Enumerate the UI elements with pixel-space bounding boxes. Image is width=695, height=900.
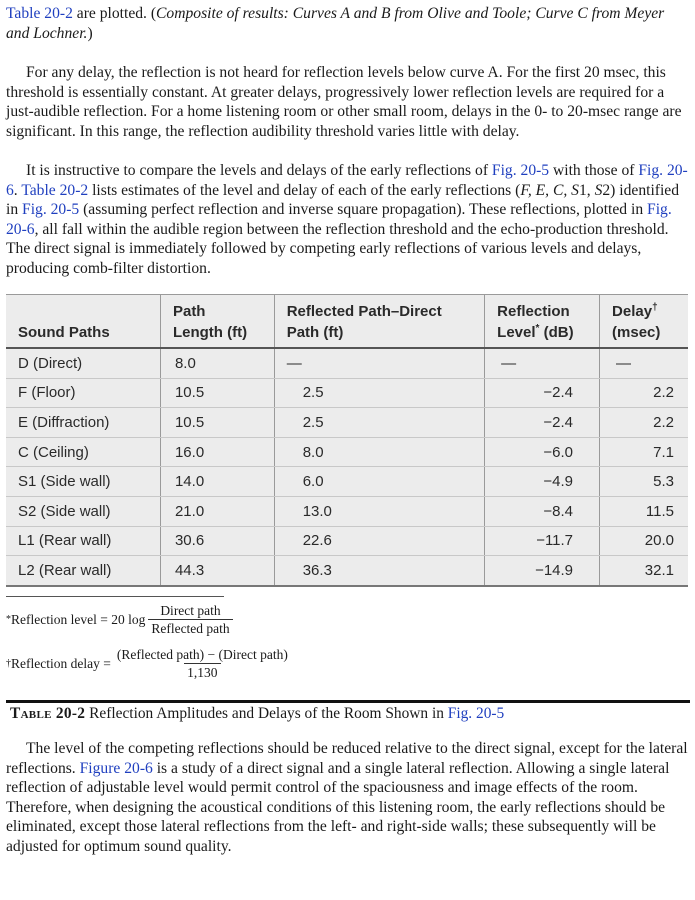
cell-path-difference: 2.5 [274,378,484,408]
cell-delay: 32.1 [600,556,688,586]
cell-reflection-level: −6.0 [485,437,600,467]
fig-20-6-link-2[interactable]: Fig. 20-6 [6,201,672,238]
header-reflection-level: Reflection Level* (dB) [485,295,600,349]
cell-delay: 11.5 [600,496,688,526]
intro-paragraph: Table 20-2 are plotted. (Composite of results: Curves A and B from Olive and Toole; Curve C from Meyer and Lochner.) [6,5,665,42]
cell-reflection-level: −4.9 [485,467,600,497]
table-row [6,437,688,467]
table-row [6,556,688,586]
cell-reflection-level: −14.9 [485,556,600,586]
header-path-length: Path Length (ft) [160,295,274,349]
cell-path-length: 21.0 [160,496,274,526]
cell-path-difference: 13.0 [274,496,484,526]
cell-path-length: 14.0 [160,467,274,497]
header-sound-paths: Sound Paths [6,295,160,349]
reflection-table [6,294,688,587]
table-20-2-link-2[interactable]: Table 20-2 [21,181,89,199]
cell-path-difference: 6.0 [274,467,484,497]
cell-path-difference: 22.6 [274,526,484,556]
cell-delay: 2.2 [600,378,688,408]
cell-reflection-level: −2.4 [485,378,600,408]
cell-sound-path: C (Ceiling) [6,437,160,467]
fig-20-5-link-2[interactable]: Fig. 20-5 [22,201,80,219]
table-row [6,378,688,408]
cell-sound-path: D (Direct) [6,348,160,378]
cell-reflection-level: — [485,348,600,378]
cell-sound-path: L2 (Rear wall) [6,556,160,586]
footnote-reflection-delay: † Reflection delay = $\frac{\text{(Reflected path) − (Direct path)}}{1,130}$ [6,646,291,681]
fig-20-5-link[interactable]: Fig. 20-5 [491,162,550,179]
cell-sound-path: S2 (Side wall) [6,496,160,526]
cell-sound-path: L1 (Rear wall) [6,526,160,556]
cell-delay: 5.3 [600,467,688,497]
fraction: $\frac{\text{(Reflected path) − (Direct path)}}{1,130}$ [116,647,288,680]
cell-delay: 20.0 [600,526,688,556]
footnote-rule [6,596,224,597]
paragraph-reflection-threshold: For any delay, the reflection is not heard for reflection levels below curve A. For the first 20 msec, this threshold is essentially constant. At greater delays, progressively lower reflection levels are required for a just-audible reflection. For a home listening room or other small room, delays in the 0- to 20-msec range are significant. In this range, the reflection audibility threshold varies little with delay. [6,64,682,140]
cell-sound-path: E (Diffraction) [6,408,160,438]
table-row [6,496,688,526]
table-header-row [6,295,688,349]
footnote-reflection-level: * Reflection level = 20 log $\frac{\text{Direct path}}{\text{Reflected path}}$ [6,602,233,637]
caption-rule [6,700,690,703]
cell-path-length: 30.6 [160,526,274,556]
cell-delay: — [600,348,688,378]
cell-path-length: 44.3 [160,556,274,586]
caption-fig-20-5-link[interactable]: Fig. 20-5 [447,705,505,722]
paragraph-early-reflections: It is instructive to compare the levels and delays of the early reflections of Fig. 20-5 with those of Fig. 20-6. Table 20-2 lists estimates of the level and delay of each of the early reflections (F, E, C, S1, S2) identified in Fig. 20-5 (assuming perfect reflection and inverse square propagation). These reflections, plotted in Fig. 20-6, all fall within the audible region between the reflection threshold and the echo-production threshold. The direct signal is immediately followed by competing early reflections of various levels and delays, producing comb-filter distortion. [6,162,688,277]
cell-path-length: 8.0 [160,348,274,378]
cell-sound-path: S1 (Side wall) [6,467,160,497]
cell-path-difference: 8.0 [274,437,484,467]
table-row [6,526,688,556]
paragraph-competing-reflections: The level of the competing reflections should be reduced relative to the direct signal, except for the lateral reflections. Figure 20-6 is a study of a direct signal and a single lateral reflection. Allowing a single lateral reflection of adjustable level would permit control of the spaciousness and image effects of the room. Therefore, when designing the acoustical conditions of this listening room, the early reflections should be eliminated, except those lateral reflections from the left- and right-side walls; these subsequently will be adjusted for optimum sound quality. [6,740,688,855]
cell-delay: 7.1 [600,437,688,467]
fig-20-6-link[interactable]: Fig. 20-6 [6,162,688,199]
cell-path-length: 10.5 [160,378,274,408]
cell-reflection-level: −2.4 [485,408,600,438]
cell-path-difference: 36.3 [274,556,484,586]
cell-sound-path: F (Floor) [6,378,160,408]
header-path-difference: Reflected Path–Direct Path (ft) [274,295,484,349]
cell-path-difference: — [274,348,484,378]
cell-reflection-level: −11.7 [485,526,600,556]
figure-20-6-link[interactable]: Figure 20-6 [79,759,153,777]
table-20-2-link[interactable]: Table 20-2 [6,5,73,22]
table-row [6,408,688,438]
cell-path-length: 10.5 [160,408,274,438]
cell-path-length: 16.0 [160,437,274,467]
table-row [6,348,688,378]
cell-path-difference: 2.5 [274,408,484,438]
table-caption: Table 20-2 Reflection Amplitudes and Delays of the Room Shown in Fig. 20-5 [10,705,505,722]
fraction: $\frac{\text{Direct path}}{\text{Reflected path}}$ [148,602,232,637]
header-delay: Delay† (msec) [600,295,688,349]
cell-delay: 2.2 [600,408,688,438]
cell-reflection-level: −8.4 [485,496,600,526]
table-row [6,467,688,497]
